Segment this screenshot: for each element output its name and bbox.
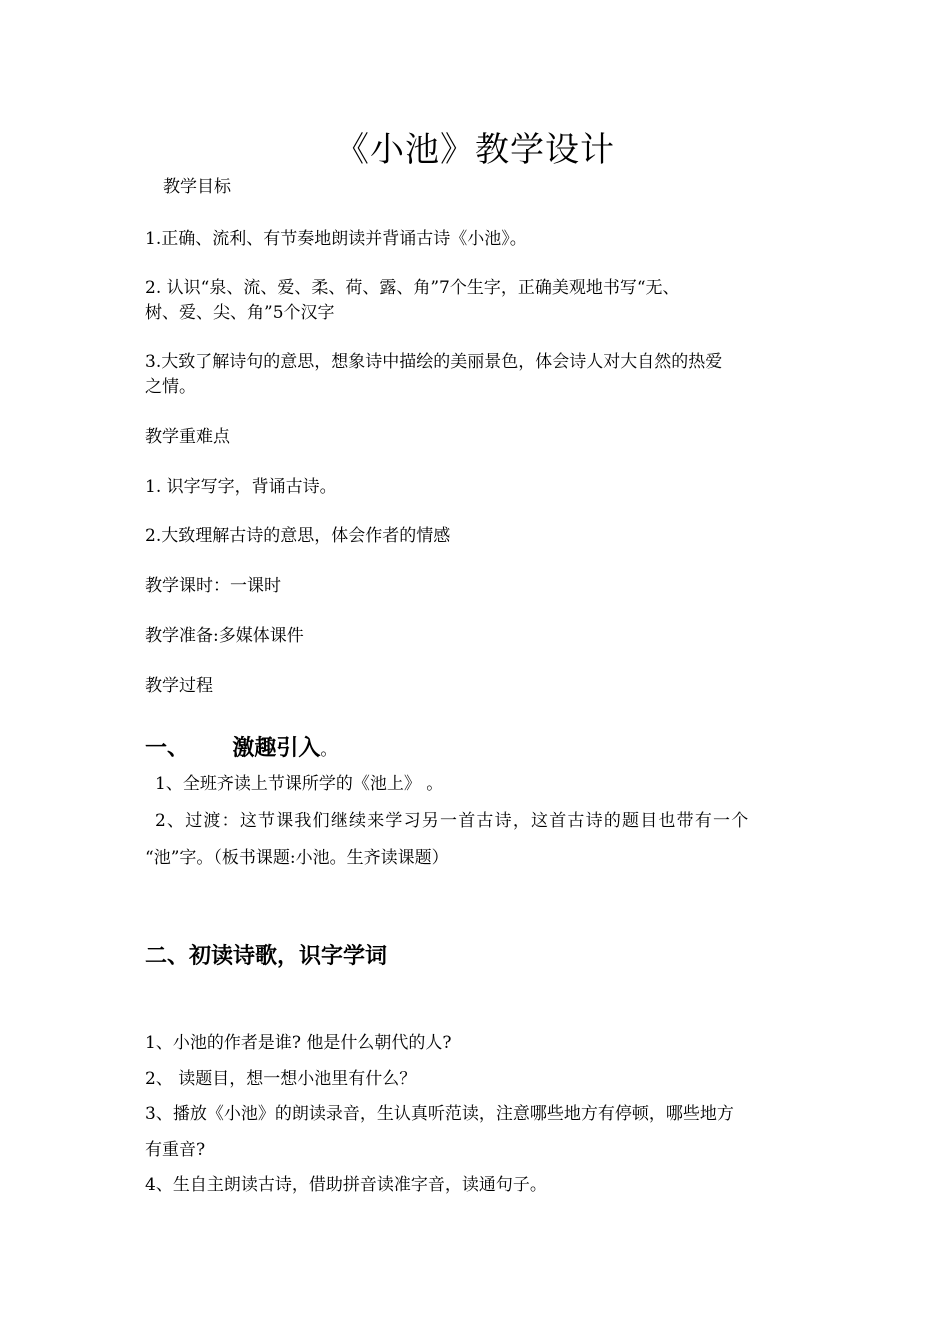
section1-line-1: 1、全班齐读上节课所学的《池上》 。 — [155, 774, 444, 794]
class-hours: 教学课时：一课时 — [145, 576, 281, 596]
preparation: 教学准备:多媒体课件 — [145, 626, 304, 646]
section2-line-1: 1、小池的作者是谁? 他是什么朝代的人? — [145, 1033, 452, 1053]
objectives-heading: 教学目标 — [163, 177, 231, 197]
objective-1: 1.正确、流利、有节奏地朗读并背诵古诗《小池》。 — [145, 229, 527, 249]
section2-line-5: 4、生自主朗读古诗，借助拼音读准字音，读通句子。 — [145, 1175, 547, 1195]
key-point-2: 2.大致理解古诗的意思，体会作者的情感 — [145, 526, 451, 546]
section1-number: 一、 — [145, 735, 190, 761]
section1-heading — [145, 734, 337, 764]
process-heading: 教学过程 — [145, 676, 213, 696]
section2-line-2: 2、 读题目，想一想小池里有什么？ — [145, 1069, 417, 1089]
page-title: 《小池》教学设计 — [335, 130, 615, 170]
section1-suffix: 。 — [320, 740, 338, 760]
objective-3-line1: 3.大致了解诗句的意思，想象诗中描绘的美丽景色，体会诗人对大自然的热爱 — [145, 352, 723, 372]
section1-title: 激趣引入 — [232, 735, 321, 761]
key-points-heading: 教学重难点 — [145, 427, 230, 447]
section2-heading: 二、初读诗歌，识字学词 — [145, 943, 388, 969]
section1-line-3: “池”字。（板书课题:小池。生齐读课题） — [145, 848, 449, 868]
objective-2-line2: 树、爱、尖、角”5个汉字 — [145, 303, 335, 323]
objective-2-line1: 2. 认识“泉、流、爱、柔、荷、露、角”7个生字，正确美观地书写“无、 — [145, 278, 680, 298]
objective-3-line2: 之情。 — [145, 377, 196, 397]
key-point-1: 1. 识字写字，背诵古诗。 — [145, 477, 337, 497]
section2-line-4: 有重音? — [145, 1140, 206, 1160]
section1-line-2: 2、过渡：这节课我们继续来学习另一首古诗，这首古诗的题目也带有一个 — [155, 811, 750, 831]
section2-line-3: 3、播放《小池》的朗读录音，生认真听范读，注意哪些地方有停顿，哪些地方 — [145, 1104, 734, 1124]
